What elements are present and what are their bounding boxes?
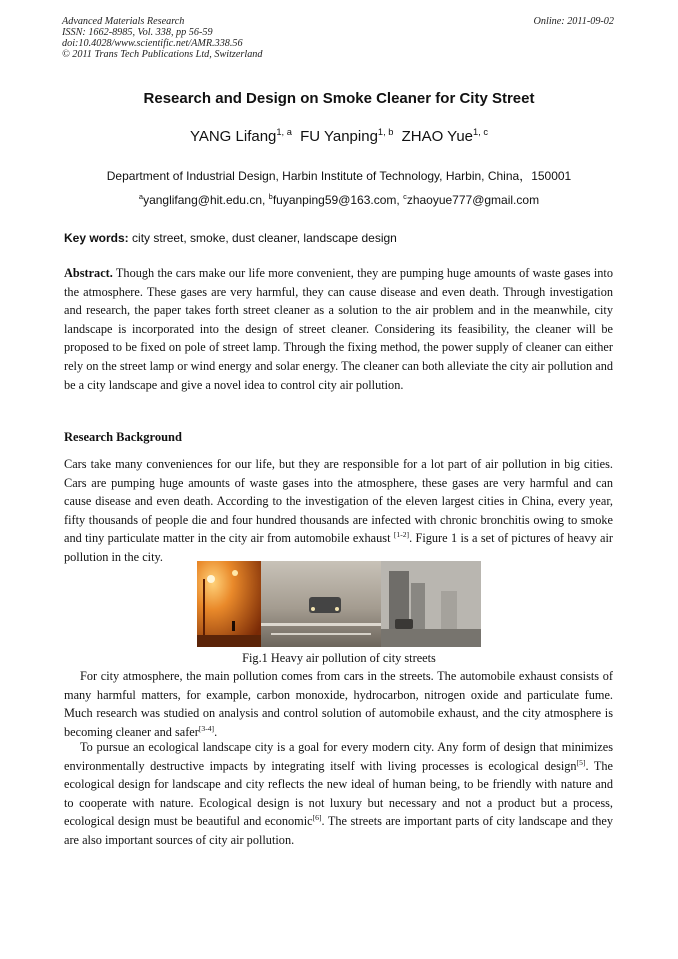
email-1: yanglifang@hit.edu.cn, <box>143 193 266 207</box>
journal-copyright: © 2011 Trans Tech Publications Ltd, Switzerland <box>62 49 263 60</box>
email-mark: b <box>268 192 273 201</box>
citation: [1-2] <box>393 530 410 540</box>
citation: [3-4] <box>198 723 215 733</box>
foggy-road-photo <box>261 561 381 647</box>
citation: [5] <box>576 757 586 767</box>
abstract-label: Abstract. <box>64 266 113 280</box>
figure-1 <box>197 561 481 647</box>
email-2: fuyanping59@163.com, <box>272 193 400 207</box>
paragraph-text: . Figure 1 is a set of pictures of heavy air pollution in the city. <box>64 531 613 564</box>
keywords-text: city street, smoke, dust cleaner, landscape design <box>132 231 397 245</box>
author-name: ZHAO Yue <box>401 128 474 145</box>
journal-name: Advanced Materials Research <box>62 16 185 27</box>
email-mark: c <box>403 192 407 201</box>
section-heading: Research Background <box>64 430 182 444</box>
author-1 <box>190 128 292 145</box>
citation: [6] <box>312 813 322 823</box>
journal-header <box>62 16 262 60</box>
author-3 <box>402 128 488 145</box>
online-date: Online: 2011-09-02 <box>533 16 614 27</box>
email-list <box>0 193 678 207</box>
affiliation: Department of Industrial Design, Harbin Institute of Technology, Harbin, China，150001 <box>106 169 572 183</box>
paragraph-text: Cars take many conveniences for our life, but they are responsible for a lot part of air pollution in big cities. Cars are pumping huge amounts of waste gases into the atmosphere, these gases are very harmful and can cause disease and even death. According to the investigation of the eleven largest cities in China, every year, fifty thousands of people die and four hundred thousands are infected with chronic bronchitis owing to smoke and tiny particulate matter in the city air from automobile exhaust <box>64 457 613 546</box>
night-street-photo <box>197 561 261 647</box>
email-3: zhaoyue777@gmail.com <box>406 193 540 207</box>
figure-caption: Fig.1 Heavy air pollution of city streets <box>242 651 436 665</box>
keywords <box>64 231 397 245</box>
smog-city-photo <box>381 561 481 647</box>
paragraph-text: . The streets are important parts of city landscape and they are also important sources of city air pollution. <box>64 814 613 847</box>
author-2 <box>300 128 393 145</box>
abstract <box>64 264 613 394</box>
paper-title: Research and Design on Smoke Cleaner for City Street <box>143 90 535 107</box>
author-name: YANG Lifang <box>189 128 277 145</box>
author-affil-mark: 1, a <box>276 127 292 137</box>
paragraph-text: . The ecological design for landscape and city reflects the new ideal of human being, to be friendly with nature and to cooperate with nature. Ecological design is not luxury but necessary and not a product but a process, ecological design must be beautiful and economic <box>64 758 613 829</box>
journal-doi: doi:10.4028/www.scientific.net/AMR.338.56 <box>62 38 243 49</box>
author-affil-mark: 1, c <box>473 127 489 137</box>
paragraph-2 <box>64 667 613 741</box>
paragraph-text: To pursue an ecological landscape city is a goal for every modern city. Any form of design that minimizes environmentally destructive impacts by integrating itself with living processes is ecological design <box>64 740 613 773</box>
author-list <box>0 128 678 145</box>
author-affil-mark: 1, b <box>377 127 394 137</box>
paragraph-text: . <box>214 724 218 739</box>
email-mark: a <box>138 192 144 201</box>
abstract-text: Though the cars make our life more convenient, they are pumping huge amounts of waste gases into the atmosphere. These gases are very harmful, they can cause disease and even death. Through investigation and research, the paper takes forth street cleaner as a solution to the air problem and in the meanwhile, city landscape is incorporated into the design of street cleaner. Considering its feasibility, the cleaner will be proposed to be fixed on pole of street lamp. Through the fixing method, the power supply of cleaner can either rely on the street lamp or wind energy and solar energy. The cleaner can both alleviate the city air pollution and be a city landscape and give a novel idea to control city air pollution. <box>64 266 613 392</box>
author-name: FU Yanping <box>300 128 378 145</box>
keywords-label: Key words: <box>64 231 129 245</box>
journal-issn: ISSN: 1662-8985, Vol. 338, pp 56-59 <box>62 27 213 38</box>
paragraph-text: For city atmosphere, the main pollution comes from cars in the streets. The automobile exhaust consists of many harmful matters, for example, carbon monoxide, hydrocarbon, nitrogen oxide and particulate fume. Much research was studied on analysis and control solution of automobile exhaust, and the city atmosphere is becoming cleaner and safer <box>64 669 613 739</box>
paragraph-3 <box>64 738 613 850</box>
paragraph-1 <box>64 455 613 567</box>
